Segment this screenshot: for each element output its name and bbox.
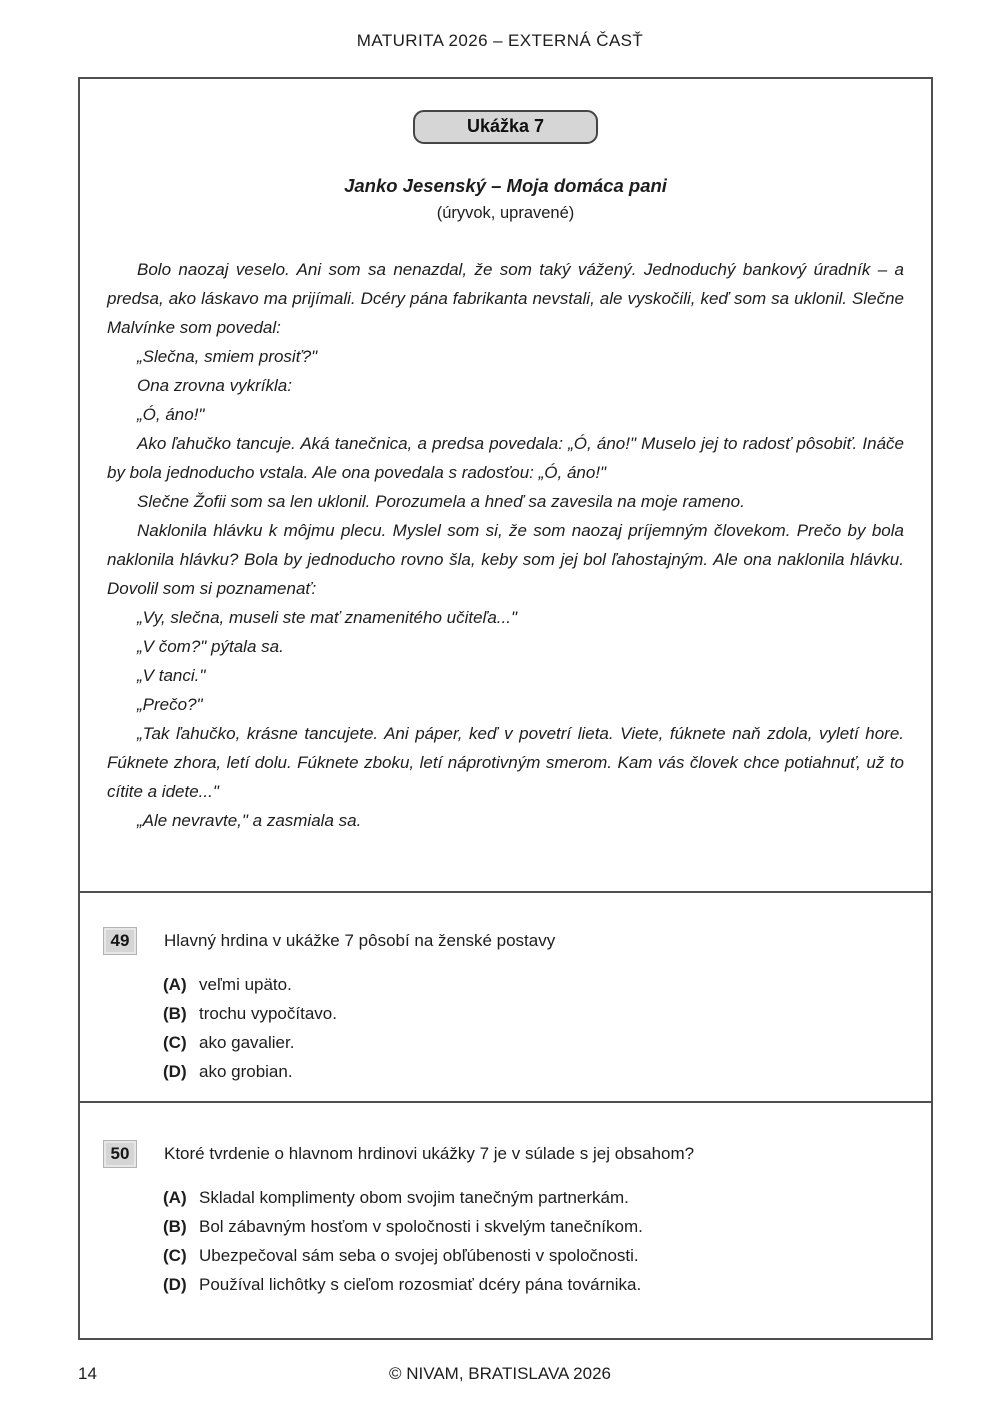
excerpt-paragraph: „Ó, áno!" <box>137 405 205 424</box>
excerpt-paragraph: „Ale nevravte," a zasmiala sa. <box>137 811 362 830</box>
question-50-section <box>80 1103 931 1338</box>
option-text: trochu vypočítavo. <box>199 1004 337 1023</box>
option-a <box>163 1183 904 1212</box>
excerpt-paragraph: „Tak ľahučko, krásne tancujete. Ani páper, keď v povetrí lieta. Viete, fúknete naň zdola, vyletí hore. Fúknete zhora, letí dolu. Fúknete zboku, letí náprotivným smerom. Kam vás človek chce potiahnuť, už to cítite a idete..." <box>107 724 904 801</box>
excerpt-text <box>107 255 904 835</box>
question-number-badge: 50 <box>103 1140 137 1168</box>
option-c <box>163 1241 904 1270</box>
option-b <box>163 1212 904 1241</box>
option-text: ako grobian. <box>199 1062 293 1081</box>
copyright-text: © NIVAM, BRATISLAVA 2026 <box>389 1364 611 1383</box>
excerpt-section <box>80 79 931 893</box>
excerpt-badge: Ukážka 7 <box>413 110 598 144</box>
page-number: 14 <box>78 1364 97 1383</box>
option-label: (A) <box>163 1188 187 1207</box>
excerpt-paragraph: Ako ľahučko tancuje. Aká tanečnica, a predsa povedala: „Ó, áno!" Muselo jej to radosť pôsobiť. Ináče by bola jednoducho vstala. Ale ona povedala s radosťou: „Ó, áno!" <box>107 434 904 482</box>
excerpt-box <box>78 77 933 1340</box>
excerpt-paragraph: „Slečna, smiem prosiť?" <box>137 347 318 366</box>
excerpt-subtitle: (úryvok, upravené) <box>436 204 575 222</box>
option-text: Skladal komplimenty obom svojim tanečným partnerkám. <box>199 1188 629 1207</box>
option-text: veľmi upäto. <box>199 975 292 994</box>
excerpt-paragraph: „Vy, slečna, museli ste mať znamenitého učiteľa..." <box>137 608 517 627</box>
option-label: (B) <box>163 1217 187 1236</box>
option-text: ako gavalier. <box>199 1033 295 1052</box>
excerpt-paragraph: Slečne Žofii som sa len uklonil. Porozumela a hneď sa zavesila na moje rameno. <box>137 492 745 511</box>
excerpt-paragraph: Bolo naozaj veselo. Ani som sa nenazdal, že som taký vážený. Jednoduchý bankový úradník – a predsa, ako láskavo ma prijímali. Dcéry pána fabrikanta nevstali, ale vyskočili, keď som sa uklonil. Slečne Malvínke som povedal: <box>107 260 904 337</box>
excerpt-paragraph: „Prečo?" <box>137 695 203 714</box>
excerpt-paragraph: Naklonila hlávku k môjmu plecu. Myslel som si, že som naozaj príjemným človekom. Prečo by bola naklonila hlávku? Bola by jednoducho rovno šla, keby som jej bol ľahostajným. Ale ona naklonila hlávku. Dovolil som si poznamenať: <box>107 521 904 598</box>
excerpt-title: Janko Jesenský – Moja domáca pani <box>344 175 667 196</box>
option-label: (D) <box>163 1062 187 1081</box>
option-label: (B) <box>163 1004 187 1023</box>
question-49-row <box>103 930 904 955</box>
question-50-row <box>103 1143 904 1168</box>
option-c <box>163 1028 904 1057</box>
question-text: Hlavný hrdina v ukážke 7 pôsobí na ženské postavy <box>164 931 556 950</box>
excerpt-paragraph: Ona zrovna vykríkla: <box>137 376 292 395</box>
excerpt-paragraph: „V tanci." <box>137 666 206 685</box>
option-text: Bol zábavným hosťom v spoločnosti i skvelým tanečníkom. <box>199 1217 643 1236</box>
option-label: (D) <box>163 1275 187 1294</box>
option-text: Ubezpečoval sám seba o svojej obľúbenosti v spoločnosti. <box>199 1246 639 1265</box>
question-49-section <box>80 893 931 1103</box>
question-50-options <box>163 1183 904 1299</box>
option-b <box>163 999 904 1028</box>
option-label: (C) <box>163 1246 187 1265</box>
option-text: Používal lichôtky s cieľom rozosmiať dcéry pána továrnika. <box>199 1275 642 1294</box>
option-a <box>163 970 904 999</box>
question-text: Ktoré tvrdenie o hlavnom hrdinovi ukážky 7 je v súlade s jej obsahom? <box>164 1144 695 1163</box>
question-number-badge: 49 <box>103 927 137 955</box>
option-label: (C) <box>163 1033 187 1052</box>
excerpt-badge-row <box>107 110 904 144</box>
page-header <box>0 31 1000 51</box>
option-label: (A) <box>163 975 187 994</box>
excerpt-paragraph: „V čom?" pýtala sa. <box>137 637 284 656</box>
header-title: MATURITA 2026 – EXTERNÁ ČASŤ <box>356 31 644 50</box>
option-d <box>163 1270 904 1299</box>
option-d <box>163 1057 904 1086</box>
question-49-options <box>163 970 904 1086</box>
